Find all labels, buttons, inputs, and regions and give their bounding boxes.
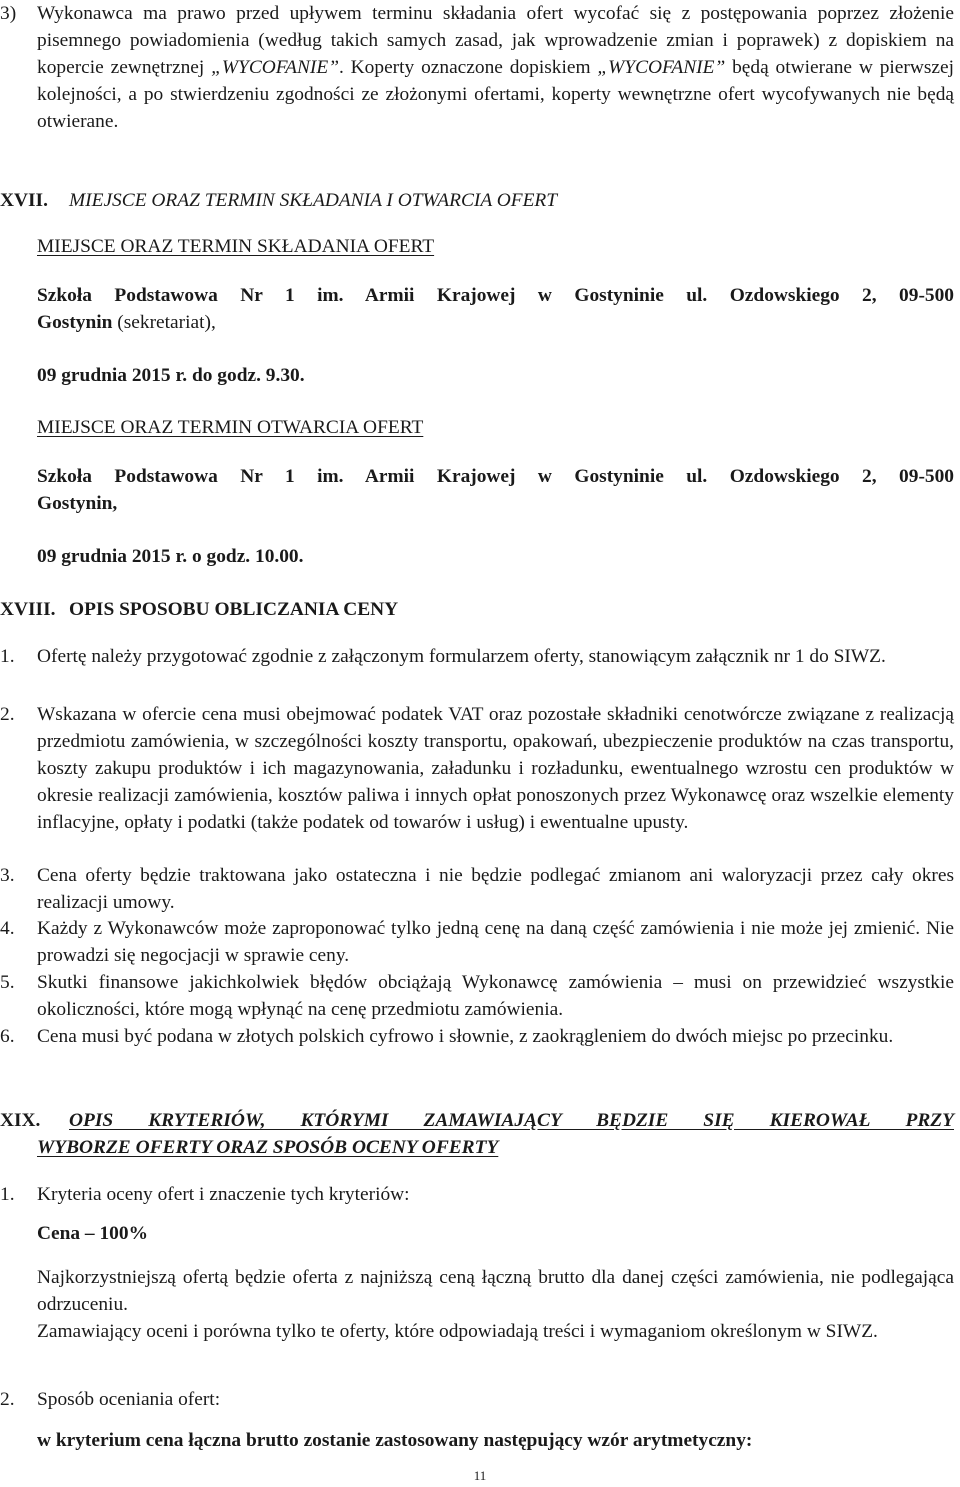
paragraph-number: 3) [0, 3, 17, 24]
paragraph-text-b: . Koperty oznaczone dopiskiem [338, 57, 598, 78]
opening-date: 09 grudnia 2015 r. o godz. 10.00. [37, 546, 304, 567]
criterion-paragraph: Zamawiający oceni i porówna tylko te oferty, które odpowiadają treści i wymaganiom określonym w SIWZ. [37, 1321, 878, 1342]
section-title: MIEJSCE ORAZ TERMIN SKŁADANIA I OTWARCIA OFERT [69, 190, 558, 211]
list-item: 6. Cena musi być podana w złotych polskich cyfrowo i słownie, z zaokrągleniem do dwóch miejsc po przecinku. [0, 1026, 894, 1047]
list-item: 2. Sposób oceniania ofert: [0, 1389, 221, 1410]
paragraph-text-a: Wykonawca ma prawo przed upływem terminu składania ofert wycofać się z postępowania poprzez złożenie pisemnego powiadomienia (według takich samych zasad, jak wprowadzenie zmian i poprawek) z dopiskiem na kopercie zewnętrznej [37, 3, 954, 78]
formula-intro: w kryterium cena łączna brutto zostanie zastosowany następujący wzór arytmetyczny: [37, 1430, 753, 1451]
list-item: 3. Cena oferty będzie traktowana jako ostateczna i nie będzie podlegać zmianom ani waloryzacji przez cały okres realizacji umowy. [0, 865, 954, 913]
section-roman: XVIII. [0, 599, 56, 620]
address-line: Szkoła Podstawowa Nr 1 im. Armii Krajowej w Gostyninie ul. Ozdowskiego 2, 09-500 [37, 285, 954, 306]
list-item: 1. Ofertę należy przygotować zgodnie z załączonym formularzem oferty, stanowiącym załącznik nr 1 do SIWZ. [0, 646, 886, 667]
paragraph-text-c: będą otwierane w pierwszej kolejności, a po stwierdzeniu zgodności ze złożonymi ofertami, koperty wewnętrzne ofert wycofywanych nie będą otwierane. [37, 57, 954, 132]
criterion-paragraph: Najkorzystniejszą ofertą będzie oferta z najniższą ceną łączną brutto dla danej części zamówienia, nie podlegająca odrzuceniu. [37, 1267, 954, 1315]
section-roman: XIX. [0, 1110, 41, 1131]
section-xvii-heading [0, 187, 954, 214]
criterion-label: Cena – 100% [37, 1223, 148, 1244]
section-roman: XVII. [0, 190, 48, 211]
address-city-line: Gostynin, [37, 493, 118, 514]
address-city-line: Gostynin (sekretariat), [37, 312, 216, 333]
opening-heading: MIEJSCE ORAZ TERMIN OTWARCIA OFERT [37, 417, 424, 438]
section-title-line: OPIS KRYTERIÓW, KTÓRYMI ZAMAWIAJĄCY BĘDZIE SIĘ KIEROWAŁ PRZY [69, 1110, 954, 1131]
list-item: 1. Kryteria oceny ofert i znaczenie tych kryteriów: [0, 1184, 410, 1205]
page-number: 11 [473, 1468, 487, 1483]
list-item: 2. Wskazana w ofercie cena musi obejmować podatek VAT oraz pozostałe składniki cenotwórcze związane z realizacją przedmiotu zamówienia, w szczególności koszty transportu, opakowań, ubezpieczenie produktów na czas transportu, koszty zakupu produktów i ich magazynowania, załadunku i rozładunku, ewentualnego wzrostu cen produktów w okresie realizacji zamówienia, kosztów paliwa i innych opłat ponoszonych przez Wykonawcę oraz wszelkie elementy inflacyjne, opłaty i podatki (także podatek od towarów i usług) i ewentualne upusty. [0, 704, 954, 833]
section-title: OPIS SPOSOBU OBLICZANIA CENY [69, 599, 399, 620]
list-item: 4. Każdy z Wykonawców może zaproponować tylko jedną cenę na daną część zamówienia i nie może jej zmienić. Nie prowadzi się negocjacji w sprawie ceny. [0, 918, 954, 966]
opening-address [37, 463, 954, 517]
submission-heading: MIEJSCE ORAZ TERMIN SKŁADANIA OFERT [37, 236, 435, 257]
withdrawal-marker: „WYCOFANIE” [211, 57, 339, 78]
list-item: 5. Skutki finansowe jakichkolwiek błędów obciążają Wykonawcę zamówienia – musi on przewidzieć wszystkie okoliczności, które mogą wpłynąć na cenę przedmiotu zamówienia. [0, 972, 954, 1020]
section-title-line: WYBORZE OFERTY ORAZ SPOSÓB OCENY OFERTY [37, 1137, 499, 1158]
submission-address [37, 282, 954, 336]
section-xix-heading [0, 1107, 954, 1161]
section-xviii-heading [0, 596, 954, 623]
address-line: Szkoła Podstawowa Nr 1 im. Armii Krajowej w Gostyninie ul. Ozdowskiego 2, 09-500 [37, 466, 954, 487]
submission-date: 09 grudnia 2015 r. do godz. 9.30. [37, 365, 305, 386]
paragraph-3 [0, 0, 954, 135]
withdrawal-marker: „WYCOFANIE” [597, 57, 726, 78]
